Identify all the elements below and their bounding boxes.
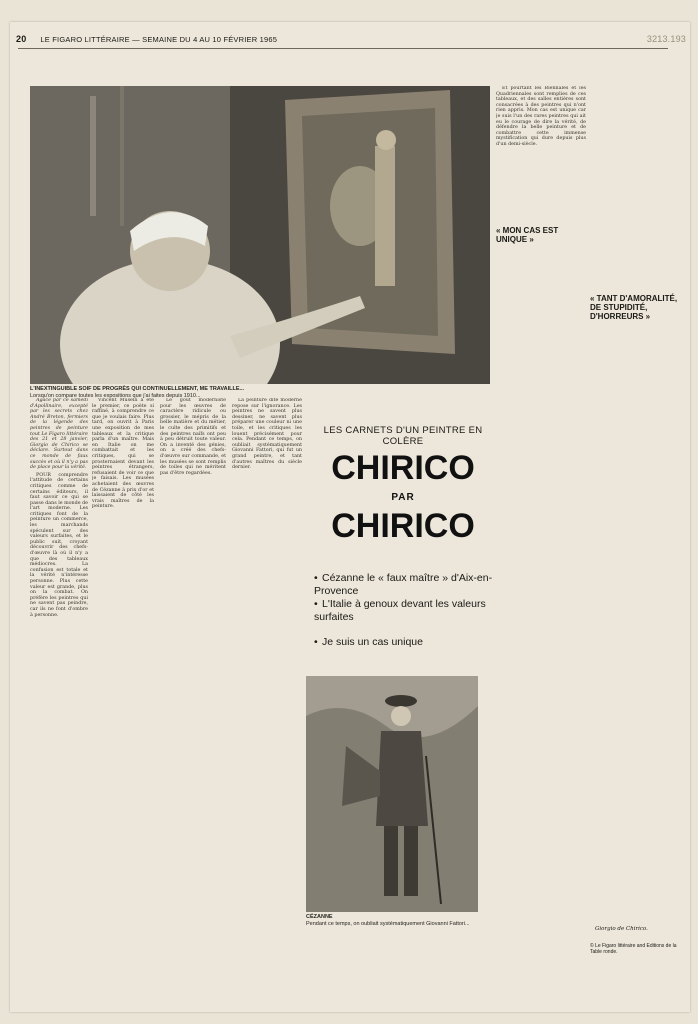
column-7 <box>590 86 684 916</box>
column-4-text: La peinture dite moderne repose sur l'ignorance. Les peintres ne savent plus dessiner, ne savent plus préparer une couleur ni une toile, et les critiques les louent précisément pour cela. Pendant ce temps, on oubliait systématiquement Giovanni Fattori, qui fut un grand peintre, et tant d'autres maîtres du siècle dernier. <box>232 398 302 471</box>
subhead-mon-cas: « MON CAS EST UNIQUE » <box>496 226 559 244</box>
article-kicker: LES CARNETS D'UN PEINTRE EN COLÈRE <box>323 425 483 447</box>
top-photo <box>30 86 490 384</box>
page-number: 20 <box>16 34 27 44</box>
title-par: PAR <box>391 492 415 503</box>
column-5-text: Et pourtant les Biennales et les Quadriennales sont remplies de ces tableaux, et des salles entières sont consacrées à des peintres qui n'ont rien appris. Mon cas est unique car je suis l'un des rares peintres qui ait eu le courage de dire la vérité, de défendre la belle peinture et de combattre cette immense mystification qui dure depuis plus d'un demi-siècle. <box>496 86 586 147</box>
subhead-amoralite: « TANT D'AMORALITÉ, DE STUPIDITÉ, D'HORREURS » <box>590 294 678 321</box>
article-intro: Agacé par ce samedi d'Apollinaire, excepté par les secrets chez André Breton, fermiers de la légende des peintres de peinture tout Le Figaro littéraire des 21 et 28 janvier, Giorgio de Chirico se déclare. Surtout dans ce monde de faux succès et où il n'y a pas de place pour la vérité. <box>30 398 88 471</box>
column-1-text: POUR comprendre l'attitude de certains critiques comme de certains éditeurs, il faut savoir ce qui se passe dans le monde de l'art moderne. Les critiques font de la peinture un commerce, les marchands spéculent sur des valeurs surfaites, et le public suit, croyant découvrir des chefs-d'œuvre là où il n'y a que des tableaux médiocres. La confusion est totale et la vérité n'intéresse personne. Plus cette valeur est grande, plus on la combat. On préfère les peintres qui ne savent pas peindre, car ils ne font d'ombre à personne. <box>30 472 88 618</box>
bullet-cas-unique-text: Je suis un cas unique <box>322 636 423 648</box>
bullet-cezanne: • Cézanne le « faux maître » d'Aix-en-Provence <box>314 572 493 597</box>
top-caption-title: L'INEXTINGUIBLE SOIF DE PROGRÈS QUI CONTINUELLEMENT, ME TRAVAILLE... <box>30 386 245 392</box>
cezanne-photo <box>306 676 478 912</box>
page-header <box>16 32 686 46</box>
column-3-text: Le goût moderniste pour les œuvres de caractère ridicule ou grossier, le mépris de la belle matière et du métier, le culte des primitifs et des peintres naïfs ont peu à peu détruit toute valeur. On a inventé des génies, on a créé des chefs-d'œuvre sur commande, et les musées se sont remplis de toiles qui ne méritent pas d'être regardées. <box>160 398 226 476</box>
cezanne-caption <box>306 914 482 927</box>
cezanne-caption-title: CÉZANNE <box>306 914 333 920</box>
cezanne-caption-text: Pendant ce temps, on oubliait systématiquement Giovanni Fattori... <box>306 920 470 927</box>
bullet-cezanne-text: Cézanne le « faux maître » d'Aix-en-Provence <box>314 572 493 597</box>
title-chirico-1: CHIRICO <box>331 449 475 487</box>
author-signature: Giorgio de Chirico. <box>595 926 648 932</box>
column-3 <box>160 398 226 963</box>
column-6 <box>496 220 586 910</box>
top-caption-text: Lorsqu'on compare toutes les expositions que j'ai faites depuis 1910... <box>30 392 201 399</box>
column-1 <box>30 398 88 963</box>
column-2-text: Vincent Muselli a été le premier, ce poète si raffiné, à comprendre ce que je voulais faire. Plus tard, on ouvrit à Paris une exposition de mes tableaux et la critique parla d'un maître. Mais en Italie on me combattait et les critiques, qui se prosternaient devant les peintres étrangers, refusaient de voir ce que je faisais. Les musées achetaient des œuvres de Cézanne à prix d'or et laissaient de côté les vrais maîtres de la peinture. <box>92 398 154 510</box>
title-chirico-2: CHIRICO <box>331 507 475 545</box>
archive-stamp: 3213.193 <box>646 34 686 44</box>
bullet-italie-text: L'Italie à genoux devant les valeurs surfaites <box>314 598 486 623</box>
header-rule <box>18 48 668 49</box>
column-4 <box>232 398 302 963</box>
publication-line: LE FIGARO LITTÉRAIRE — SEMAINE DU 4 AU 10 FÉVRIER 1965 <box>40 34 278 44</box>
bullet-cas-unique: • Je suis un cas unique <box>314 636 423 648</box>
bullet-italie: • L'Italie à genoux devant les valeurs surfaites <box>314 598 486 623</box>
copyright-credit: © Le Figaro littéraire and Editions de la Table ronde. <box>590 943 677 955</box>
column-2 <box>92 398 154 963</box>
